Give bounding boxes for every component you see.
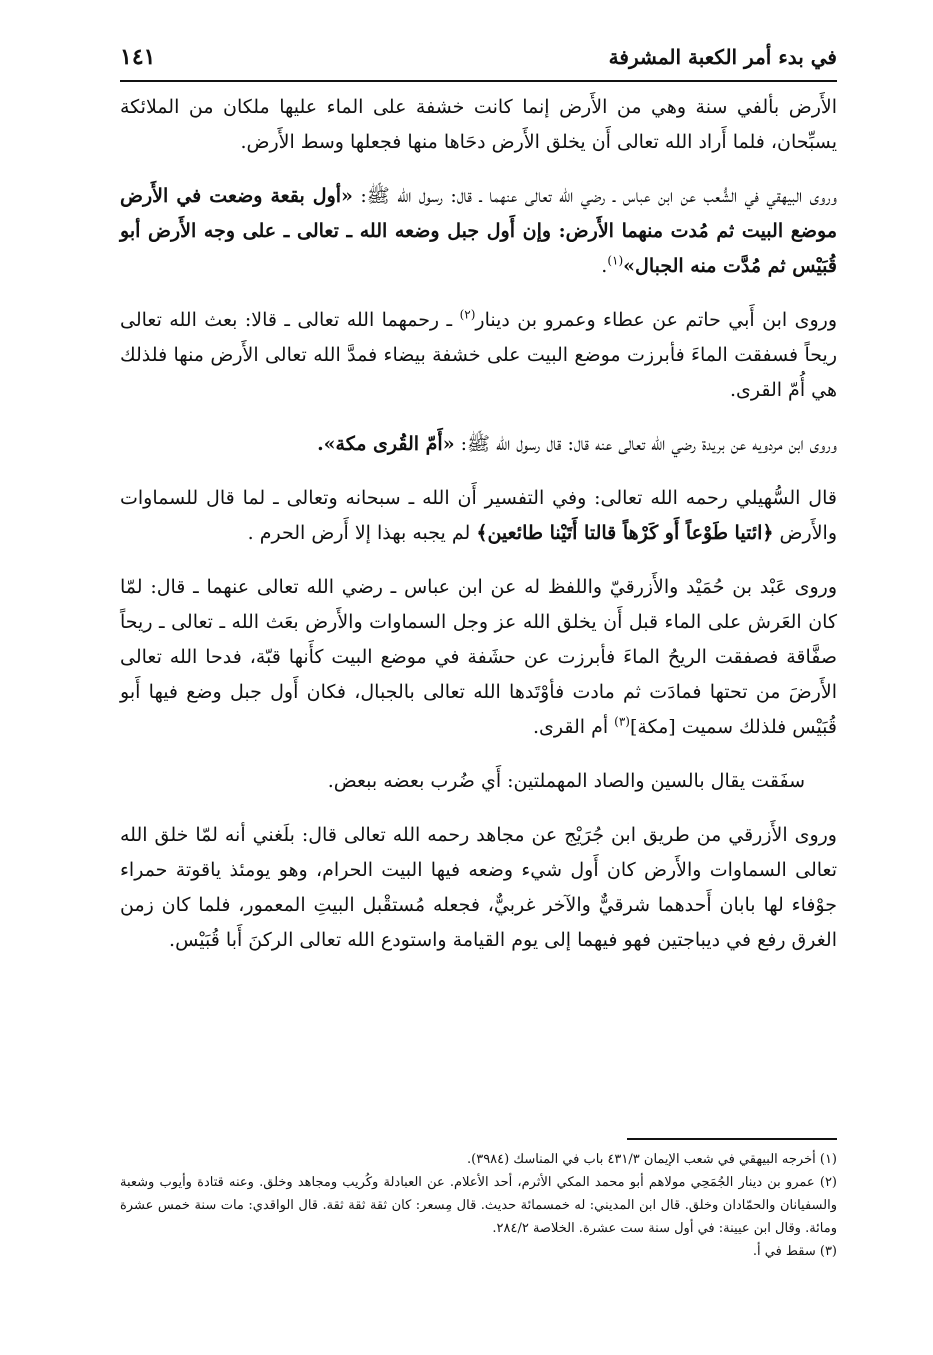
text-run: سفَقت يقال بالسين والصاد المهملتين: أَي ضُرب بعضه ببعض. xyxy=(327,770,805,792)
footnote-ref: (١) xyxy=(607,253,624,268)
footnote-1: (١) أخرجه البيهقي في شعب الإيمان ٤٣١/٣ باب في المناسك (٣٩٨٤). xyxy=(467,1152,837,1167)
footnote-ref: (٣) xyxy=(614,714,630,729)
quoted-text: «أَمّ القُرى مكة». xyxy=(317,433,455,455)
text-run: وروى ابن مردويه عن بريدة رضي الله تعالى عنه قال: قال رسول الله ﷺ: xyxy=(454,433,837,455)
paragraph xyxy=(120,303,837,408)
text-run: . xyxy=(601,255,608,277)
page-number: ١٤١ xyxy=(120,44,156,70)
text-run: وروى عَبْد بن حُمَيْد والأَزرقيّ واللفظ له عن ابن عباس ـ رضي الله تعالى عنهما ـ قال: لمّا كان العَرش على الماء قبل أَن يخلق الله عز وجل السماوات والأَرض بعَث الله ـ تعالى ـ ريحاً صفَّاقة فصفقت الريحُ الماءَ فأبرزت عن حشَفة في موضع البيت كأَنها قبّة، فدحا الله تعالى الأَرضَ من تحتها فمادَت ثم مادت فأوْتَدها الله تعالى بالجبال، فكان أَول جبل وضع فيها أَبو قُبَيْس فلذلك سميت [مكة] xyxy=(120,576,837,738)
text-run: لم يجبه بهذا إلا أَرض الحرم . xyxy=(247,522,477,544)
text-run: الأَرض بألفي سنة وهي من الأَرض إنما كانت خشفة على الماء عليها ملكان من الملائكة يسبِّحان، فلما أَراد الله تعالى أَن يخلق الأَرض دحَاها منها فجعلها وسط الأَرض. xyxy=(120,96,837,153)
quoted-text: «أول بقعة وضعت في الأَرض موضع البيت ثم مُدت منهما الأَرض: وإن أَول جبل وضعه الله ـ تعالى ـ على وجه الأَرض أبو قُبَيْس ثم مُدَّت منه الجبال» xyxy=(120,185,837,277)
text-run: وروى الأَزرقي من طريق ابن جُرَيْج عن مجاهد رحمه الله تعالى قال: بلَغني أنه لمّا خلق الله تعالى السماوات والأَرض كان أَول شيء وضعه فيها البيت الحرام، وهو يومئذ ياقوتة حمراء جوْفاء لها بابان أَحدهما شرقيٌّ والآخر غربيٌّ، فجعله مُستقْبل البيتِ المعمور، فلما كان زمن الغرق رفع في ديباجتين فهو فيهما إلى يوم القيامة واستودع الله تعالى الركنَ أَبا قُبَيْس. xyxy=(120,824,837,951)
text-run: أم القرى. xyxy=(532,716,615,738)
running-title: في بدء أمر الكعبة المشرفة xyxy=(608,45,837,69)
text-run: وروى البيهقي في الشُّعب عن ابن عباس ـ رضي الله تعالى عنهما ـ قال: رسول الله ﷺ: xyxy=(352,185,837,207)
quoted-text: ﴿ائتيا طَوْعاً أَو كَرْهاً قالتا أَتَيْنا طائعين﴾ xyxy=(476,522,774,544)
page-body xyxy=(120,90,837,977)
paragraph xyxy=(120,179,837,284)
footnote-ref: (٢) xyxy=(459,307,476,322)
text-run: قال السُّهيلي رحمه الله تعالى: وفي التفسير أَن الله ـ سبحانه وتعالى ـ لما قال للسماوات والأَرض xyxy=(120,487,837,544)
footnotes xyxy=(120,1148,837,1263)
paragraph xyxy=(120,427,837,462)
text-run: وروى ابن أَبي حاتم عن عطاء وعمرو بن دينار xyxy=(475,309,837,331)
page-header xyxy=(120,34,837,82)
paragraph xyxy=(120,818,837,958)
footnote-2: (٢) عمرو بن دينار الجُمَحِي مولاهم أبو محمد المكي الأثرم، أحد الأعلام. عن العبادلة وكُريب ومجاهد وخلق. وعنه قتادة وأيوب وشعبة والسفيانان والحمّادان وخلق. قال ابن المديني: له خمسمائة حديث. قال مِسعر: كان ثقة ثقة ثقة. قال الواقدي: مات سنة خمس عشرة ومائة. وقال ابن عيينة: في أول سنة ست عشرة. الخلاصة ٢٨٤/٢. xyxy=(120,1175,837,1236)
paragraph xyxy=(120,481,837,551)
paragraph xyxy=(120,90,837,160)
paragraph xyxy=(120,570,837,745)
footnote-3: (٣) سقط في أ. xyxy=(752,1244,837,1259)
text-run: ـ رحمهما الله تعالى ـ قالا: بعث الله تعالى ريحاً فسفقت الماءَ فأبرزت موضع البيت على خشفة بيضاء فمدَّ الله تعالى الأَرض منها فلذلك هي أُمّ القرى. xyxy=(120,309,837,401)
paragraph xyxy=(120,764,837,799)
footnote-separator xyxy=(627,1138,837,1140)
